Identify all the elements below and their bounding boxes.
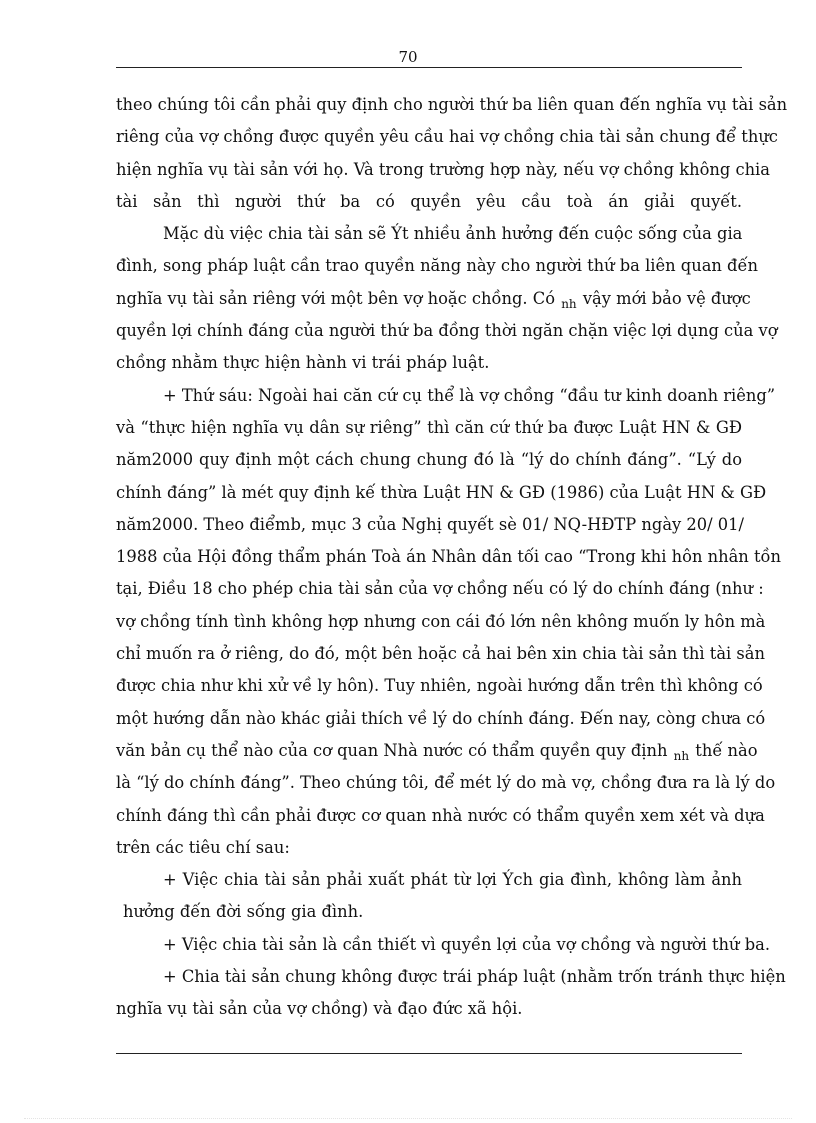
text-line: chỉ muốn ra ở riêng, do đó, một bên hoặc cả hai bên xin chia tài sản thì tài sản: [116, 644, 765, 664]
text-line: một hướng dẫn nào khác giải thích về lý do chính đáng. Đến nay, còng chưa có: [116, 708, 766, 728]
text-line: Mặc dù việc chia tài sản sẽ Ýt nhiều ảnh hưởng đến cuộc sống của gia: [163, 224, 743, 244]
footer-rule: [116, 1053, 742, 1054]
text-line: chồng nhằm thực hiện hành vi trái pháp luật.: [116, 353, 490, 373]
body-text: [116, 89, 788, 1026]
text-line: chính đáng” là mét quy định kế thừa Luật HN & GĐ (1986) của Luật HN & GĐ: [116, 482, 767, 502]
text-line: tại, Điều 18 cho phép chia tài sản của vợ chồng nếu có lý do chính đáng (như :: [116, 579, 764, 599]
text-line: 1988 của Hội đồng thẩm phán Toà án Nhân dân tối cao “Trong khi hôn nhân tồn: [116, 547, 781, 567]
text-segment: vậy mới bảo vệ được: [582, 288, 751, 308]
text-segment: thế nào: [695, 740, 758, 760]
page-edge: [24, 1118, 792, 1119]
text-line: chính đáng thì cần phải được cơ quan nhà nước có thẩm quyền xem xét và dựa: [116, 805, 765, 825]
text-line: + Chia tài sản chung không được trái pháp luật (nhằm trốn tránh thực hiện: [163, 967, 786, 987]
header-rule: [116, 67, 742, 68]
text-line: năm2000 quy định một cách chung chung đó là “lý do chính đáng”. “Lý do: [116, 450, 742, 470]
text-line: riêng của vợ chồng được quyền yêu cầu hai vợ chồng chia tài sản chung để thực: [116, 127, 778, 147]
text-segment: văn bản cụ thể nào của cơ quan Nhà nước có thẩm quyền quy định: [116, 740, 668, 760]
text-line: đình, song pháp luật cần trao quyền năng này cho người thứ ba liên quan đến: [116, 256, 758, 276]
text-line: [116, 735, 758, 767]
text-line: [116, 283, 751, 315]
text-line: vợ chồng tính tình không hợp nhưng con cái đó lớn nên không muốn ly hôn mà: [116, 611, 766, 631]
text-fragment: nh: [673, 748, 690, 763]
text-line: hiện nghĩa vụ tài sản với họ. Và trong trường hợp này, nếu vợ chồng không chia: [116, 159, 770, 179]
text-fragment: nh: [561, 296, 577, 311]
text-line: năm2000. Theo điểmb, mục 3 của Nghị quyết sè 01/ NQ-HĐTP ngày 20/ 01/: [116, 514, 744, 534]
text-line: trên các tiêu chí sau:: [116, 837, 290, 857]
text-line: được chia như khi xử về ly hôn). Tuy nhiên, ngoài hướng dẫn trên thì không có: [116, 676, 763, 696]
text-line: quyền lợi chính đáng của người thứ ba đồng thời ngăn chặn việc lợi dụng của vợ: [116, 321, 778, 341]
page-number: 70: [398, 48, 418, 66]
text-line: theo chúng tôi cần phải quy định cho người thứ ba liên quan đến nghĩa vụ tài sản: [116, 95, 788, 114]
text-line: và “thực hiện nghĩa vụ dân sự riêng” thì căn cứ thứ ba được Luật HN & GĐ: [116, 417, 742, 437]
text-line: + Việc chia tài sản phải xuất phát từ lợi Ých gia đình, không làm ảnh: [163, 870, 742, 890]
text-line: nghĩa vụ tài sản của vợ chồng) và đạo đức xã hội.: [116, 999, 523, 1019]
text-segment: nghĩa vụ tài sản riêng với một bên vợ hoặc chồng. Có: [116, 288, 556, 308]
text-line: là “lý do chính đáng”. Theo chúng tôi, để mét lý do mà vợ, chồng đưa ra là lý do: [116, 773, 776, 793]
text-line: tài sản thì người thứ ba có quyền yêu cầu toà án giải quyết.: [116, 191, 742, 211]
text-line: + Thứ sáu: Ngoài hai căn cứ cụ thể là vợ chồng “đầu tư kinh doanh riêng”: [163, 385, 776, 405]
text-line: hưởng đến đời sống gia đình.: [123, 902, 364, 922]
text-line: + Việc chia tài sản là cần thiết vì quyền lợi của vợ chồng và người thứ ba.: [163, 934, 771, 954]
